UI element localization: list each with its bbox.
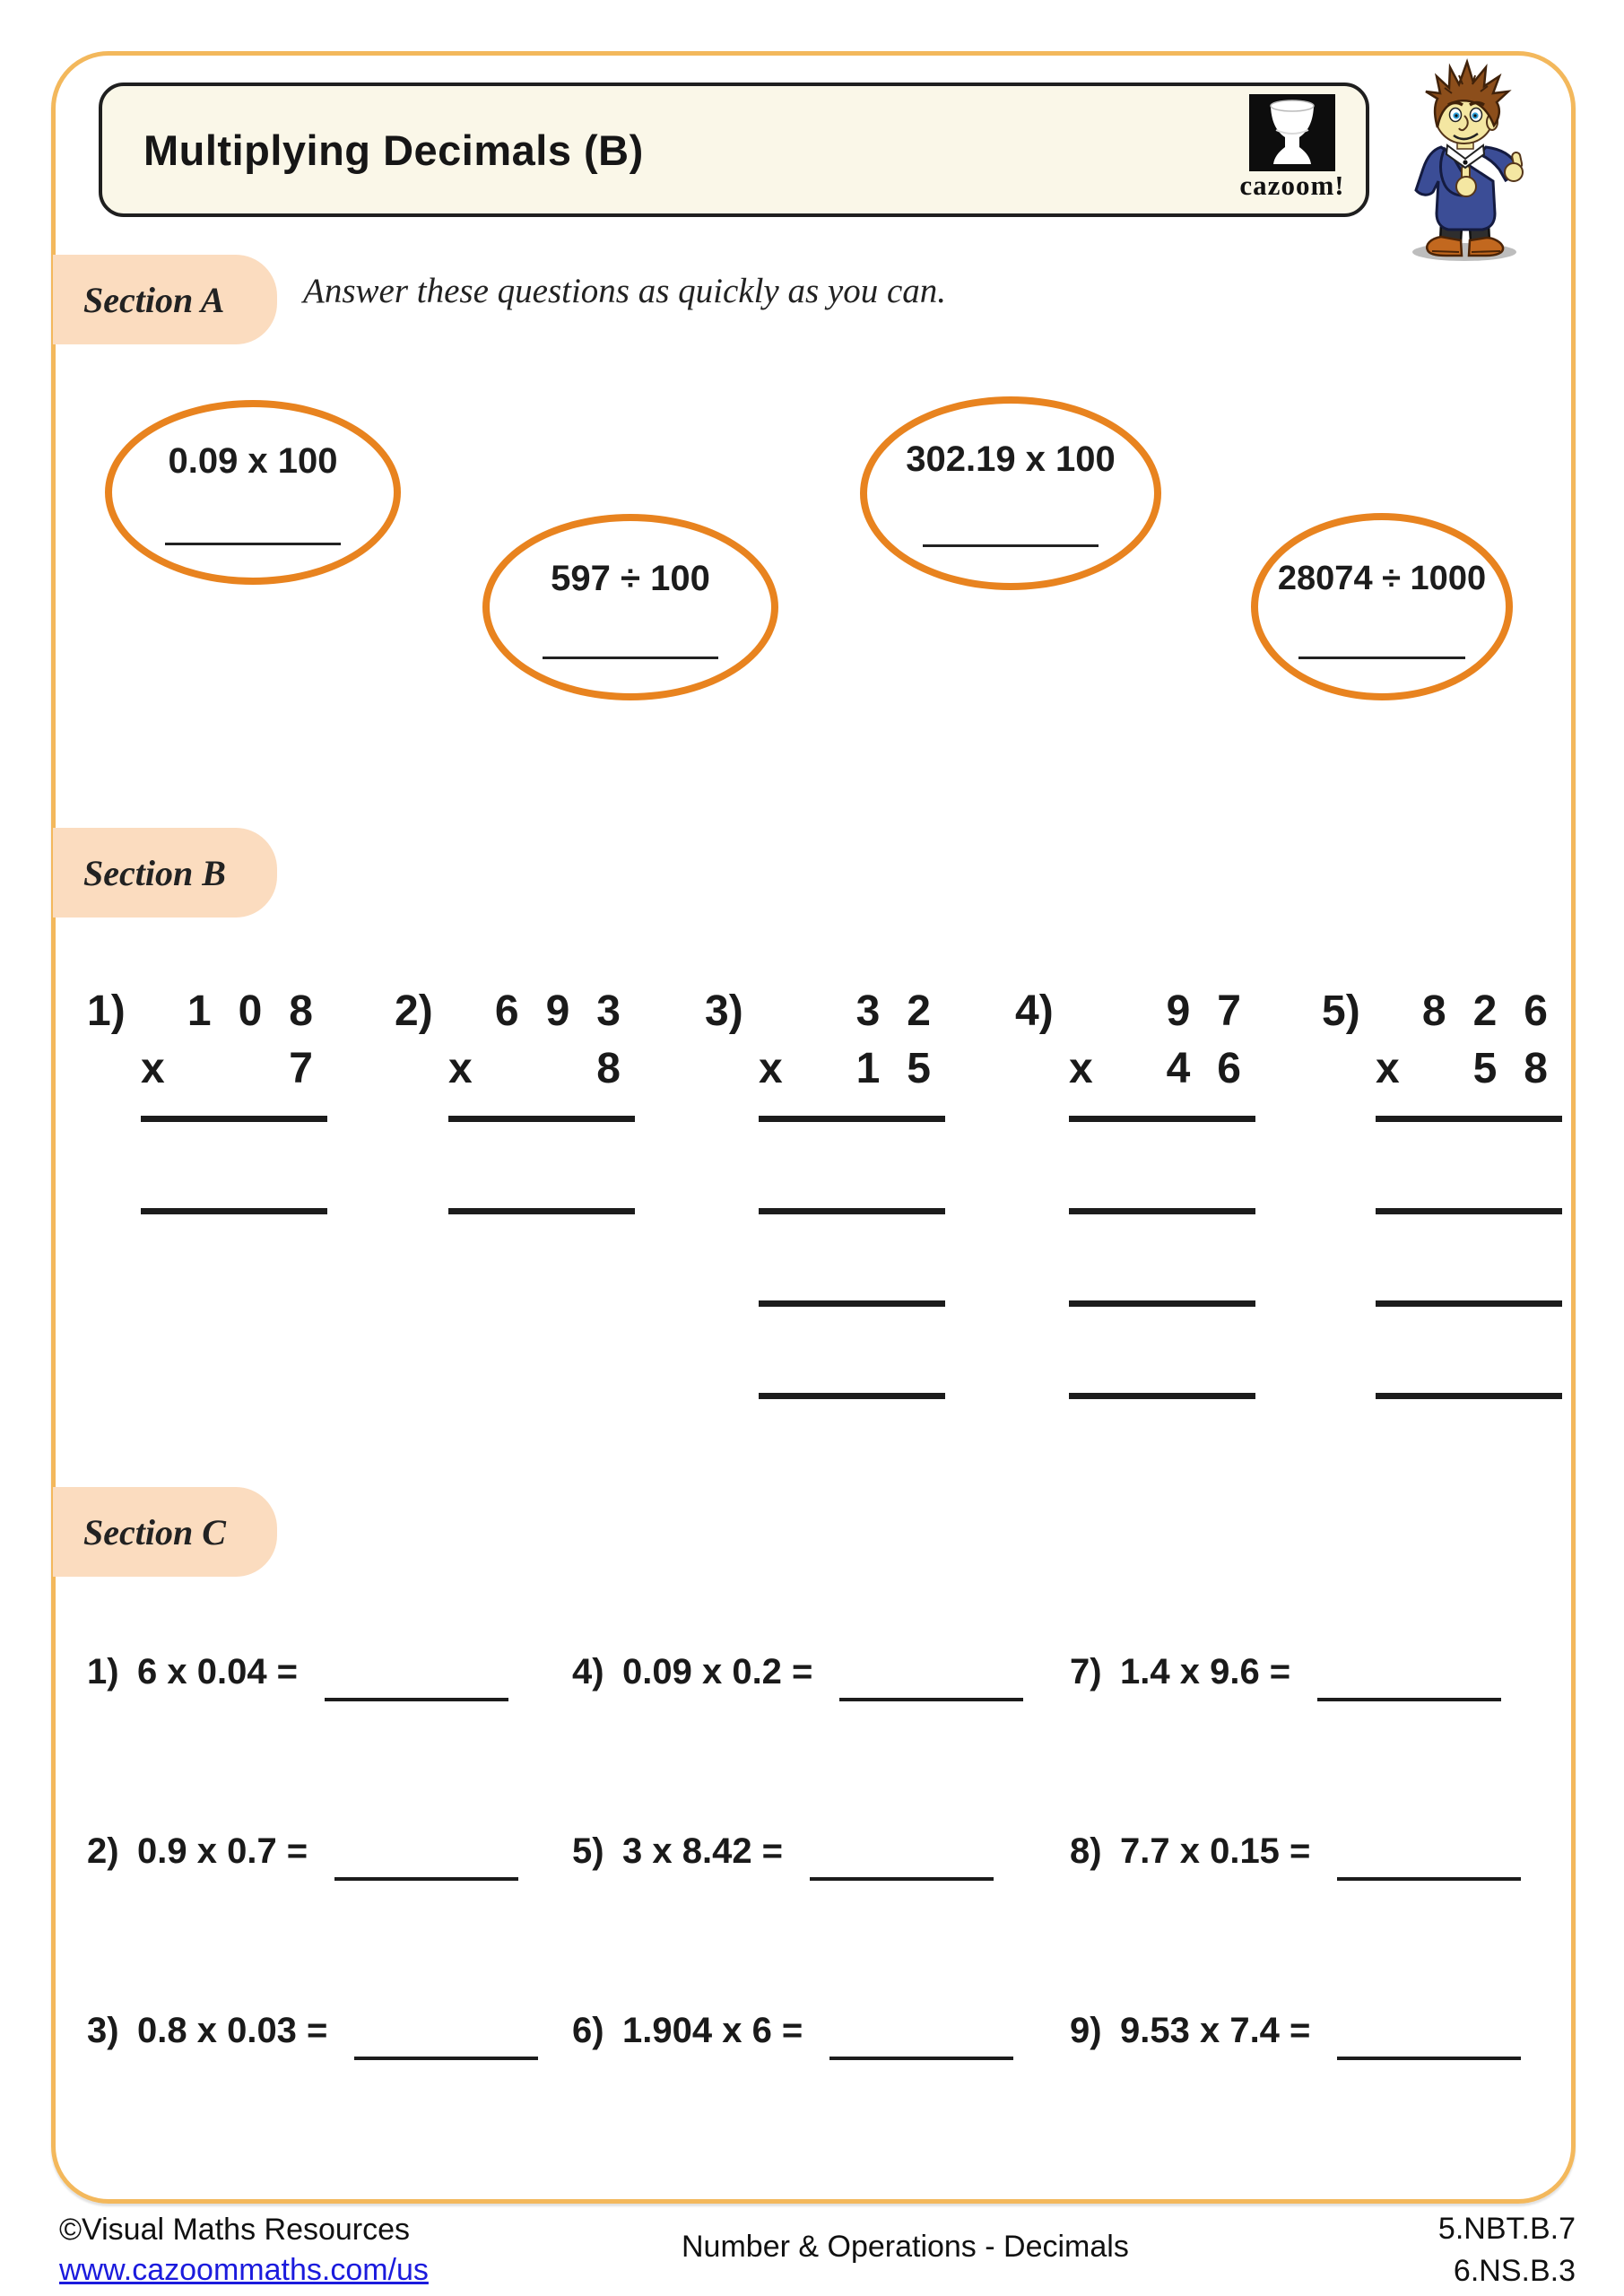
long-multiplication-problem-4 bbox=[1015, 987, 1268, 1399]
bottom-operand: 15 bbox=[855, 1045, 958, 1092]
problem-number: 3) bbox=[87, 2011, 119, 2050]
answer-blank bbox=[1337, 1877, 1521, 1881]
page-title: Multiplying Decimals (B) bbox=[143, 126, 644, 174]
answer-blank bbox=[1337, 2057, 1521, 2060]
working-line bbox=[759, 1300, 945, 1307]
problem-number: 4) bbox=[572, 1652, 604, 1692]
answer-line bbox=[1376, 1393, 1562, 1399]
answer-blank bbox=[325, 1698, 508, 1701]
quick-problem-1 bbox=[87, 1652, 508, 1692]
problem-number: 5) bbox=[1322, 987, 1360, 1035]
footer-topic: Number & Operations - Decimals bbox=[682, 2230, 1129, 2264]
problem-number: 9) bbox=[1070, 2011, 1102, 2050]
website-link[interactable]: www.cazoommaths.com/us bbox=[59, 2253, 429, 2287]
bottom-operand: 8 bbox=[596, 1045, 647, 1092]
bottom-operand: 58 bbox=[1472, 1045, 1575, 1092]
answer-blank bbox=[1317, 1698, 1501, 1701]
bubble-question-2 bbox=[482, 514, 778, 700]
quick-problem-8 bbox=[1070, 1831, 1521, 1872]
section-b-label: Section B bbox=[83, 852, 226, 893]
bottom-operand: 7 bbox=[289, 1045, 340, 1092]
cazoom-logo-text: cazoom! bbox=[1239, 170, 1345, 201]
working-line bbox=[1376, 1300, 1562, 1307]
answer-line bbox=[1069, 1393, 1255, 1399]
problem-number: 1) bbox=[87, 1652, 119, 1692]
footer-standards bbox=[1438, 2208, 1576, 2292]
problem-number: 5) bbox=[572, 1831, 604, 1871]
bubble-question-4-answer-blank bbox=[1298, 657, 1465, 659]
problem-number: 2) bbox=[87, 1831, 119, 1871]
quick-problem-6 bbox=[572, 2011, 1013, 2051]
long-multiplication-problem-3 bbox=[705, 987, 958, 1399]
bubble-question-2-answer-blank bbox=[543, 657, 718, 659]
bubble-question-3-answer-blank bbox=[923, 544, 1099, 547]
problem-expression: 0.8 x 0.03 = bbox=[137, 2011, 328, 2050]
problem-number: 3) bbox=[705, 987, 743, 1035]
standard-code-1: 5.NBT.B.7 bbox=[1437, 2212, 1576, 2246]
bubble-question-3-expression: 302.19 x 100 bbox=[906, 439, 1116, 479]
section-a-label: Section A bbox=[83, 279, 225, 320]
working-line bbox=[759, 1208, 945, 1214]
bubble-question-4 bbox=[1251, 513, 1513, 700]
quick-problem-7 bbox=[1070, 1652, 1501, 1692]
answer-blank bbox=[810, 1877, 994, 1881]
problem-number: 6) bbox=[572, 2011, 604, 2050]
quick-problem-9 bbox=[1070, 2011, 1521, 2051]
section-a-badge bbox=[53, 255, 277, 344]
bubble-question-1-expression: 0.09 x 100 bbox=[168, 441, 338, 481]
djembe-drum-icon bbox=[1249, 94, 1335, 171]
multiply-operator: x bbox=[141, 1045, 165, 1092]
multiply-operator: x bbox=[1376, 1045, 1400, 1092]
working-line bbox=[759, 1116, 945, 1122]
quick-problem-3 bbox=[87, 2011, 538, 2051]
answer-blank bbox=[354, 2057, 538, 2060]
working-line bbox=[141, 1116, 327, 1122]
mascot-boy-illustration bbox=[1393, 52, 1536, 267]
top-operand: 693 bbox=[494, 987, 647, 1035]
section-a-instruction: Answer these questions as quickly as you can. bbox=[303, 272, 947, 310]
title-box bbox=[99, 83, 1369, 217]
quick-problem-4 bbox=[572, 1652, 1023, 1692]
section-c-label: Section C bbox=[83, 1511, 226, 1552]
bottom-operand: 46 bbox=[1166, 1045, 1268, 1092]
problem-number: 7) bbox=[1070, 1652, 1102, 1692]
answer-blank bbox=[829, 2057, 1013, 2060]
working-line bbox=[1376, 1116, 1562, 1122]
multiply-operator: x bbox=[448, 1045, 473, 1092]
problem-expression: 9.53 x 7.4 = bbox=[1120, 2011, 1311, 2050]
long-multiplication-problem-5 bbox=[1322, 987, 1575, 1399]
quick-problem-5 bbox=[572, 1831, 994, 1872]
problem-expression: 0.09 x 0.2 = bbox=[622, 1652, 813, 1692]
problem-expression: 7.7 x 0.15 = bbox=[1120, 1831, 1311, 1871]
problem-expression: 1.904 x 6 = bbox=[622, 2011, 803, 2050]
long-multiplication-problem-1 bbox=[87, 987, 340, 1214]
long-multiplication-problem-2 bbox=[395, 987, 647, 1214]
problem-expression: 0.9 x 0.7 = bbox=[137, 1831, 308, 1871]
multiply-operator: x bbox=[1069, 1045, 1093, 1092]
problem-number: 8) bbox=[1070, 1831, 1102, 1871]
problem-number: 1) bbox=[87, 987, 126, 1035]
top-operand: 97 bbox=[1166, 987, 1268, 1035]
working-line bbox=[1069, 1300, 1255, 1307]
answer-line bbox=[759, 1393, 945, 1399]
bubble-question-4-expression: 28074 ÷ 1000 bbox=[1277, 560, 1487, 597]
copyright-text: ©Visual Maths Resources bbox=[59, 2213, 411, 2247]
problem-expression: 1.4 x 9.6 = bbox=[1120, 1652, 1291, 1692]
bubble-question-2-expression: 597 ÷ 100 bbox=[551, 559, 710, 598]
answer-blank bbox=[839, 1698, 1023, 1701]
section-c-badge bbox=[53, 1487, 277, 1577]
multiply-operator: x bbox=[759, 1045, 783, 1092]
answer-line bbox=[448, 1208, 635, 1214]
bubble-question-1 bbox=[105, 400, 401, 585]
bubble-question-1-answer-blank bbox=[165, 543, 341, 545]
standard-code-2: 6.NS.B.3 bbox=[1453, 2254, 1576, 2288]
bubble-question-3 bbox=[860, 396, 1161, 590]
answer-blank bbox=[334, 1877, 518, 1881]
problem-number: 2) bbox=[395, 987, 433, 1035]
cazoom-logo bbox=[1239, 94, 1345, 202]
top-operand: 108 bbox=[187, 987, 340, 1035]
working-line bbox=[448, 1116, 635, 1122]
problem-expression: 3 x 8.42 = bbox=[622, 1831, 784, 1871]
problem-number: 4) bbox=[1015, 987, 1054, 1035]
top-operand: 826 bbox=[1421, 987, 1575, 1035]
problem-expression: 6 x 0.04 = bbox=[137, 1652, 299, 1692]
footer-left bbox=[59, 2210, 429, 2291]
answer-line bbox=[141, 1208, 327, 1214]
top-operand: 32 bbox=[855, 987, 958, 1035]
quick-problem-2 bbox=[87, 1831, 518, 1872]
working-line bbox=[1069, 1208, 1255, 1214]
working-line bbox=[1376, 1208, 1562, 1214]
section-b-badge bbox=[53, 828, 277, 918]
working-line bbox=[1069, 1116, 1255, 1122]
